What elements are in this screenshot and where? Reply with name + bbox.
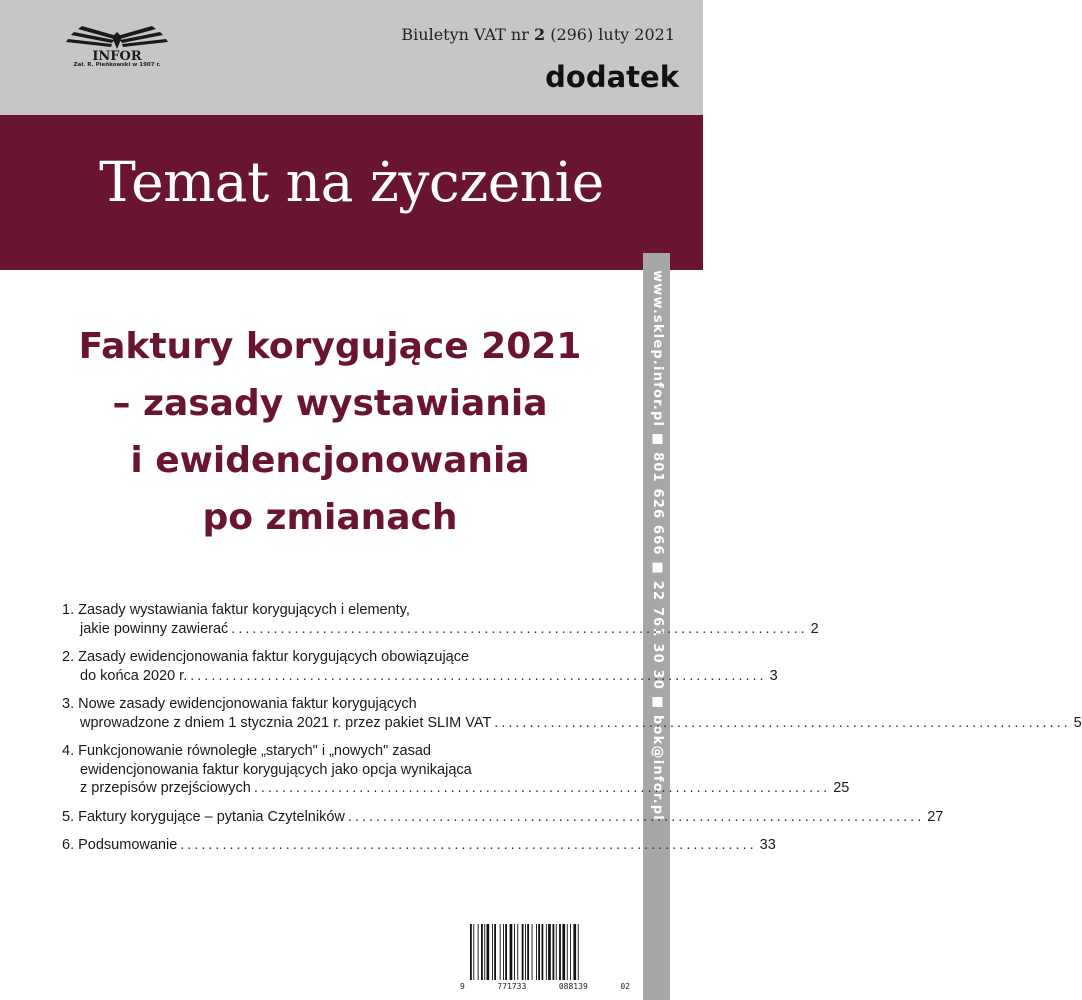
main-title	[20, 318, 640, 546]
toc-entry: 3. Nowe zasady ewidencjonowania faktur korygujących wprowadzone z dniem 1 stycznia 2021 r. przez pakiet SLIM VAT .................................................................................. 5	[62, 696, 1082, 731]
series-title: Temat na życzenie	[99, 150, 604, 214]
toc-text: Zasady wystawiania faktur korygujących i elementy,	[78, 602, 410, 618]
barcode-bar	[517, 924, 518, 980]
toc-page: 5	[1073, 714, 1082, 731]
barcode-digit-group: 771733	[497, 982, 527, 991]
toc-text: z przepisów przejściowych	[80, 780, 251, 796]
logo-subtitle: Zał. R. Pieńkowski w 1907 r.	[73, 62, 161, 68]
toc-number: 2.	[62, 649, 75, 665]
toc-entry: 4. Funkcjonowanie równoległe „starych" i „nowych" zasad ewidencjonowania faktur korygujących jako opcja wynikająca z przepisów przejściowych .................................................................................. 25	[62, 743, 850, 796]
barcode-digit-group: 9	[460, 982, 465, 991]
issue-suffix: (296) luty 2021	[545, 25, 675, 44]
barcode-bar	[527, 924, 529, 980]
toc-entry: 2. Zasady ewidencjonowania faktur korygujących obowiązujące do końca 2020 r. .................................................................................. 3	[62, 649, 778, 684]
toc-number: 4.	[62, 743, 75, 759]
barcode-icon	[468, 924, 618, 984]
barcode-bar	[578, 924, 579, 980]
barcode-bar	[570, 924, 571, 980]
toc-text: Zasady ewidencjonowania faktur korygujących obowiązujące	[78, 649, 470, 665]
toc-text: wprowadzone z dniem 1 stycznia 2021 r. przez pakiet SLIM VAT	[80, 714, 492, 731]
barcode-bar	[536, 924, 537, 980]
toc-entry: 1. Zasady wystawiania faktur korygujących i elementy, jakie powinny zawierać .................................................................................. 2	[62, 602, 819, 637]
barcode-digit-group: 02	[620, 982, 630, 991]
main-title-line: – zasady wystawiania	[112, 383, 548, 424]
contact-strip-text: www.sklep.infor.pl ■ 801 626 666 ■ 22 761 30 30 ■ bok@infor.pl	[650, 270, 665, 821]
barcode-bar	[553, 924, 555, 980]
toc-page: 2	[810, 620, 819, 637]
barcode-bar	[478, 924, 479, 980]
barcode-bar	[546, 924, 547, 980]
barcode-bar	[542, 924, 544, 980]
barcode-bar	[487, 924, 490, 980]
barcode-bar	[567, 924, 568, 980]
issue-info	[401, 25, 675, 44]
issue-number: 2	[533, 25, 546, 44]
barcode-bar	[481, 924, 483, 980]
table-of-contents	[62, 601, 1082, 865]
barcode-bar	[505, 924, 507, 980]
main-title-line: Faktury korygujące 2021	[78, 326, 582, 367]
toc-text: ewidencjonowania faktur korygujących jako opcja wynikająca	[80, 761, 472, 778]
toc-text: do końca 2020 r.	[80, 667, 188, 684]
barcode-digit-group: 088139	[558, 982, 588, 991]
barcode-bar	[492, 924, 493, 980]
issue-prefix: Biuletyn VAT nr	[401, 25, 534, 44]
logo-text: INFOR	[92, 49, 142, 64]
barcode-bar	[562, 924, 565, 980]
toc-entry: 5. Faktury korygujące – pytania Czytelników .................................................................................. 27	[62, 808, 944, 825]
main-title-line: i ewidencjonowania	[130, 440, 530, 481]
toc-page: 3	[769, 667, 778, 684]
barcode-bar	[573, 924, 576, 980]
barcode-bar	[532, 924, 533, 980]
barcode-bar	[525, 924, 526, 980]
toc-number: 5.	[62, 808, 75, 825]
toc-text: Podsumowanie	[78, 837, 178, 853]
toc-text: Nowe zasady ewidencjonowania faktur korygujących	[78, 696, 417, 712]
toc-text: Faktury korygujące – pytania Czytelników	[78, 808, 345, 825]
toc-number: 1.	[62, 602, 75, 618]
toc-page: 25	[833, 780, 850, 796]
toc-text: jakie powinny zawierać	[80, 620, 229, 637]
barcode-bar	[522, 924, 524, 980]
barcode-digits	[460, 982, 630, 991]
barcode-bar	[510, 924, 513, 980]
barcode-bar	[548, 924, 551, 980]
infor-logo-icon	[62, 22, 172, 77]
barcode-bar	[484, 924, 485, 980]
barcode-bar	[470, 924, 472, 980]
barcode-bar	[556, 924, 557, 980]
barcode-bar	[538, 924, 540, 980]
main-title-line: po zmianach	[202, 497, 458, 538]
toc-entry: 6. Podsumowanie .................................................................................. 33	[62, 837, 776, 853]
barcode-bar	[559, 924, 561, 980]
barcode-bar	[473, 924, 474, 980]
toc-number: 6.	[62, 837, 75, 853]
barcode-bar	[503, 924, 504, 980]
barcode-bar	[500, 924, 501, 980]
toc-text: Funkcjonowanie równoległe „starych" i „nowych" zasad	[78, 743, 431, 759]
barcode-bar	[494, 924, 496, 980]
supplement-label: dodatek	[545, 60, 679, 94]
barcode-bar	[514, 924, 515, 980]
toc-page: 33	[759, 837, 776, 853]
toc-page: 27	[927, 808, 944, 825]
toc-number: 3.	[62, 696, 75, 712]
